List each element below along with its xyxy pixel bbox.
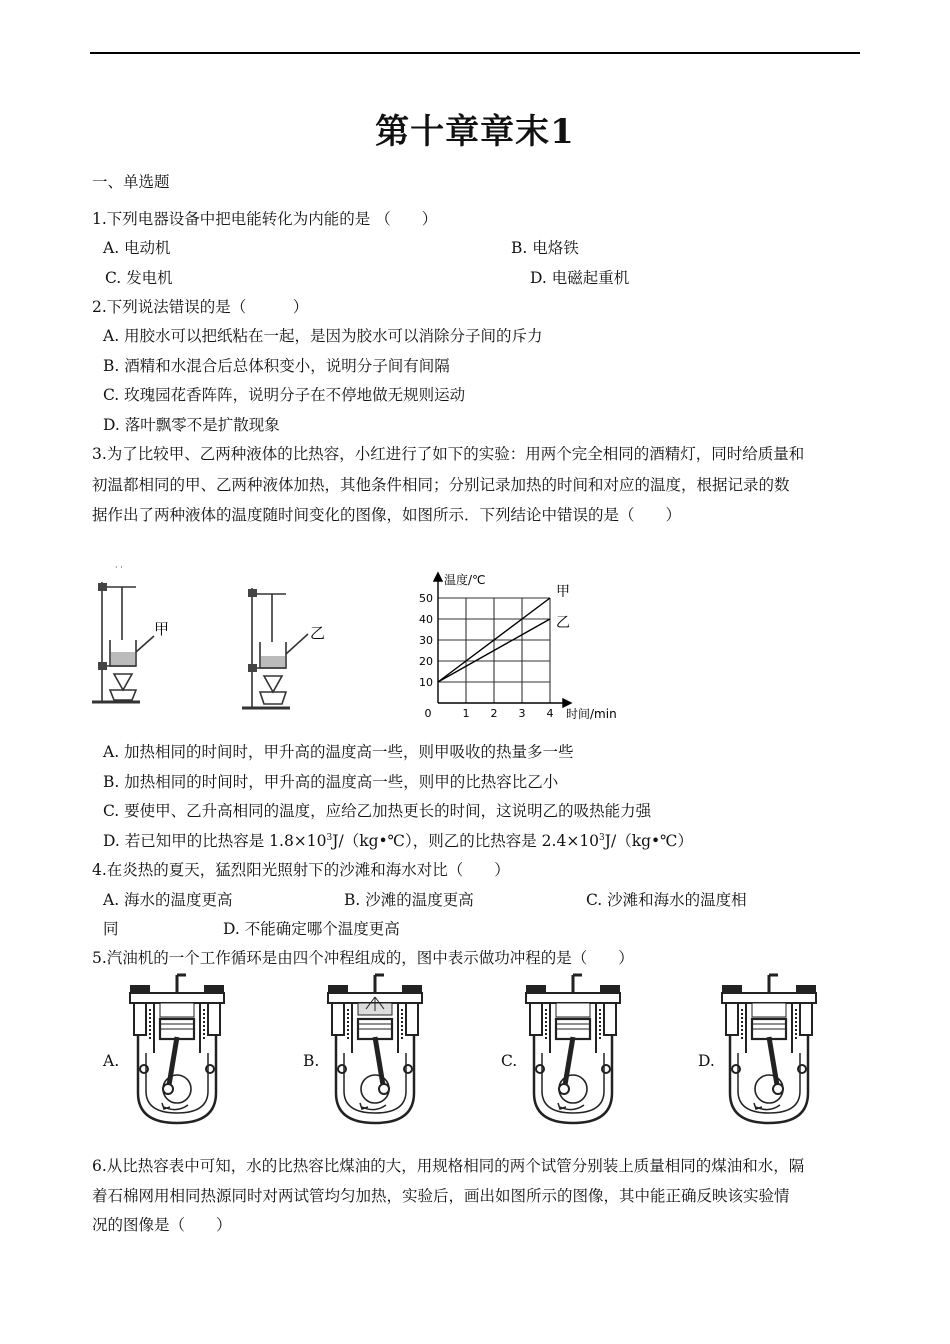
q4-option-a[interactable]: A. 海水的温度更高 — [103, 891, 233, 909]
q4-option-c-continued: 同 — [103, 920, 119, 938]
q5-option-b-label[interactable]: B. — [303, 1052, 320, 1070]
q1-option-c[interactable]: C. 发电机 — [105, 269, 173, 287]
x-axis-arrow — [563, 699, 571, 707]
q4-option-c[interactable]: C. 沙滩和海水的温度相 — [586, 891, 747, 909]
q3-stem-line2: 初温都相同的甲、乙两种液体加热，其他条件相同；分别记录加热的时间和对应的温度，根据记录的数 — [92, 476, 790, 494]
y-axis-label: 温度/℃ — [444, 573, 486, 587]
q3-option-d-part2: J/（kg•℃），则乙的比热容是 2.4×10 — [332, 832, 600, 850]
x-tick-label-2: 2 — [490, 707, 498, 720]
q5-option-d-label[interactable]: D. — [698, 1052, 715, 1070]
y-tick-label-4: 50 — [419, 592, 433, 605]
q1-option-b[interactable]: B. 电烙铁 — [511, 239, 579, 257]
engine-diagram-b[interactable] — [322, 973, 428, 1128]
apparatus-label-jia: 甲 — [154, 620, 170, 638]
q5-stem: 5.汽油机的一个工作循环是由四个冲程组成的，图中表示做功冲程的是（ ） — [92, 949, 634, 967]
q6-stem-line3: 况的图像是（ ） — [92, 1216, 232, 1234]
q3-option-c[interactable]: C. 要使甲、乙升高相同的温度，应给乙加热更长的时间，这说明乙的吸热能力强 — [103, 802, 652, 820]
q2-stem: 2.下列说法错误的是（ ） — [92, 298, 309, 316]
q3-stem-line3: 据作出了两种液体的温度随时间变化的图像，如图所示．下列结论中错误的是（ ） — [92, 506, 682, 524]
y-tick-label-0: 10 — [419, 676, 433, 689]
q2-option-b[interactable]: B. 酒精和水混合后总体积变小，说明分子间有间隔 — [103, 357, 450, 375]
y-tick-label-1: 20 — [419, 655, 433, 668]
x-tick-label-4: 4 — [546, 707, 554, 720]
q3-option-d-sup1: 3 — [326, 832, 333, 843]
temperature-time-chart — [410, 570, 625, 720]
q3-option-b[interactable]: B. 加热相同的时间时，甲升高的温度高一些，则甲的比热容比乙小 — [103, 773, 559, 791]
q6-stem-line1: 6.从比热容表中可知，水的比热容比煤油的大，用规格相同的两个试管分别装上质量相同的煤油和水，隔 — [92, 1157, 805, 1175]
q2-option-a[interactable]: A. 用胶水可以把纸粘在一起，是因为胶水可以消除分子间的斥力 — [103, 327, 543, 345]
apparatus-label-yi: 乙 — [310, 624, 326, 642]
header-rule — [90, 52, 860, 54]
page-title: 第十章章末1 — [375, 112, 575, 152]
q4-option-d[interactable]: D. 不能确定哪个温度更高 — [223, 920, 400, 938]
q4-option-b[interactable]: B. 沙滩的温度更高 — [344, 891, 474, 909]
q3-option-a[interactable]: A. 加热相同的时间时，甲升高的温度高一些，则甲吸收的热量多一些 — [103, 743, 574, 761]
q3-option-d-part1: D. 若已知甲的比热容是 1.8×10 — [103, 832, 327, 850]
engine-diagram-c[interactable] — [520, 973, 626, 1128]
apparatus-jia-figure — [88, 562, 188, 717]
y-tick-label-2: 30 — [419, 634, 433, 647]
q1-option-a[interactable]: A. 电动机 — [103, 239, 171, 257]
q5-option-c-label[interactable]: C. — [501, 1052, 518, 1070]
x-tick-label-1: 1 — [462, 707, 470, 720]
apparatus-yi-figure — [238, 570, 338, 720]
series-label-1: 乙 — [556, 615, 570, 631]
series-label-0: 甲 — [556, 584, 570, 600]
q2-option-c[interactable]: C. 玫瑰园花香阵阵，说明分子在不停地做无规则运动 — [103, 386, 466, 404]
q2-option-d[interactable]: D. 落叶飘零不是扩散现象 — [103, 416, 280, 434]
y-axis-arrow — [434, 573, 442, 581]
q3-option-d-sup2: 3 — [599, 832, 605, 843]
svg-text:· ·: · · — [115, 563, 123, 572]
q3-option-d-part3: J/（kg•℃） — [604, 832, 694, 850]
y-tick-label-3: 40 — [419, 613, 433, 626]
q3-option-d[interactable] — [103, 831, 693, 851]
engine-diagram-a[interactable] — [124, 973, 230, 1128]
q4-stem: 4.在炎热的夏天，猛烈阳光照射下的沙滩和海水对比（ ） — [92, 861, 510, 879]
x-tick-label-3: 3 — [518, 707, 526, 720]
q6-stem-line2: 着石棉网用相同热源同时对两试管均匀加热，实验后，画出如图所示的图像，其中能正确反映该实验情 — [92, 1187, 790, 1205]
engine-diagram-d[interactable] — [716, 973, 822, 1128]
q5-option-a-label[interactable]: A. — [103, 1052, 120, 1070]
q3-stem-line1: 3.为了比较甲、乙两种液体的比热容，小红进行了如下的实验：用两个完全相同的酒精灯，同时给质量和 — [92, 445, 805, 463]
section-heading: 一、单选题 — [92, 173, 170, 191]
x-tick-label-0: 0 — [424, 707, 432, 720]
q1-option-d[interactable]: D. 电磁起重机 — [530, 269, 630, 287]
x-axis-label: 时间/min — [566, 707, 617, 720]
q1-stem: 1.下列电器设备中把电能转化为内能的是 （ ） — [92, 210, 438, 228]
